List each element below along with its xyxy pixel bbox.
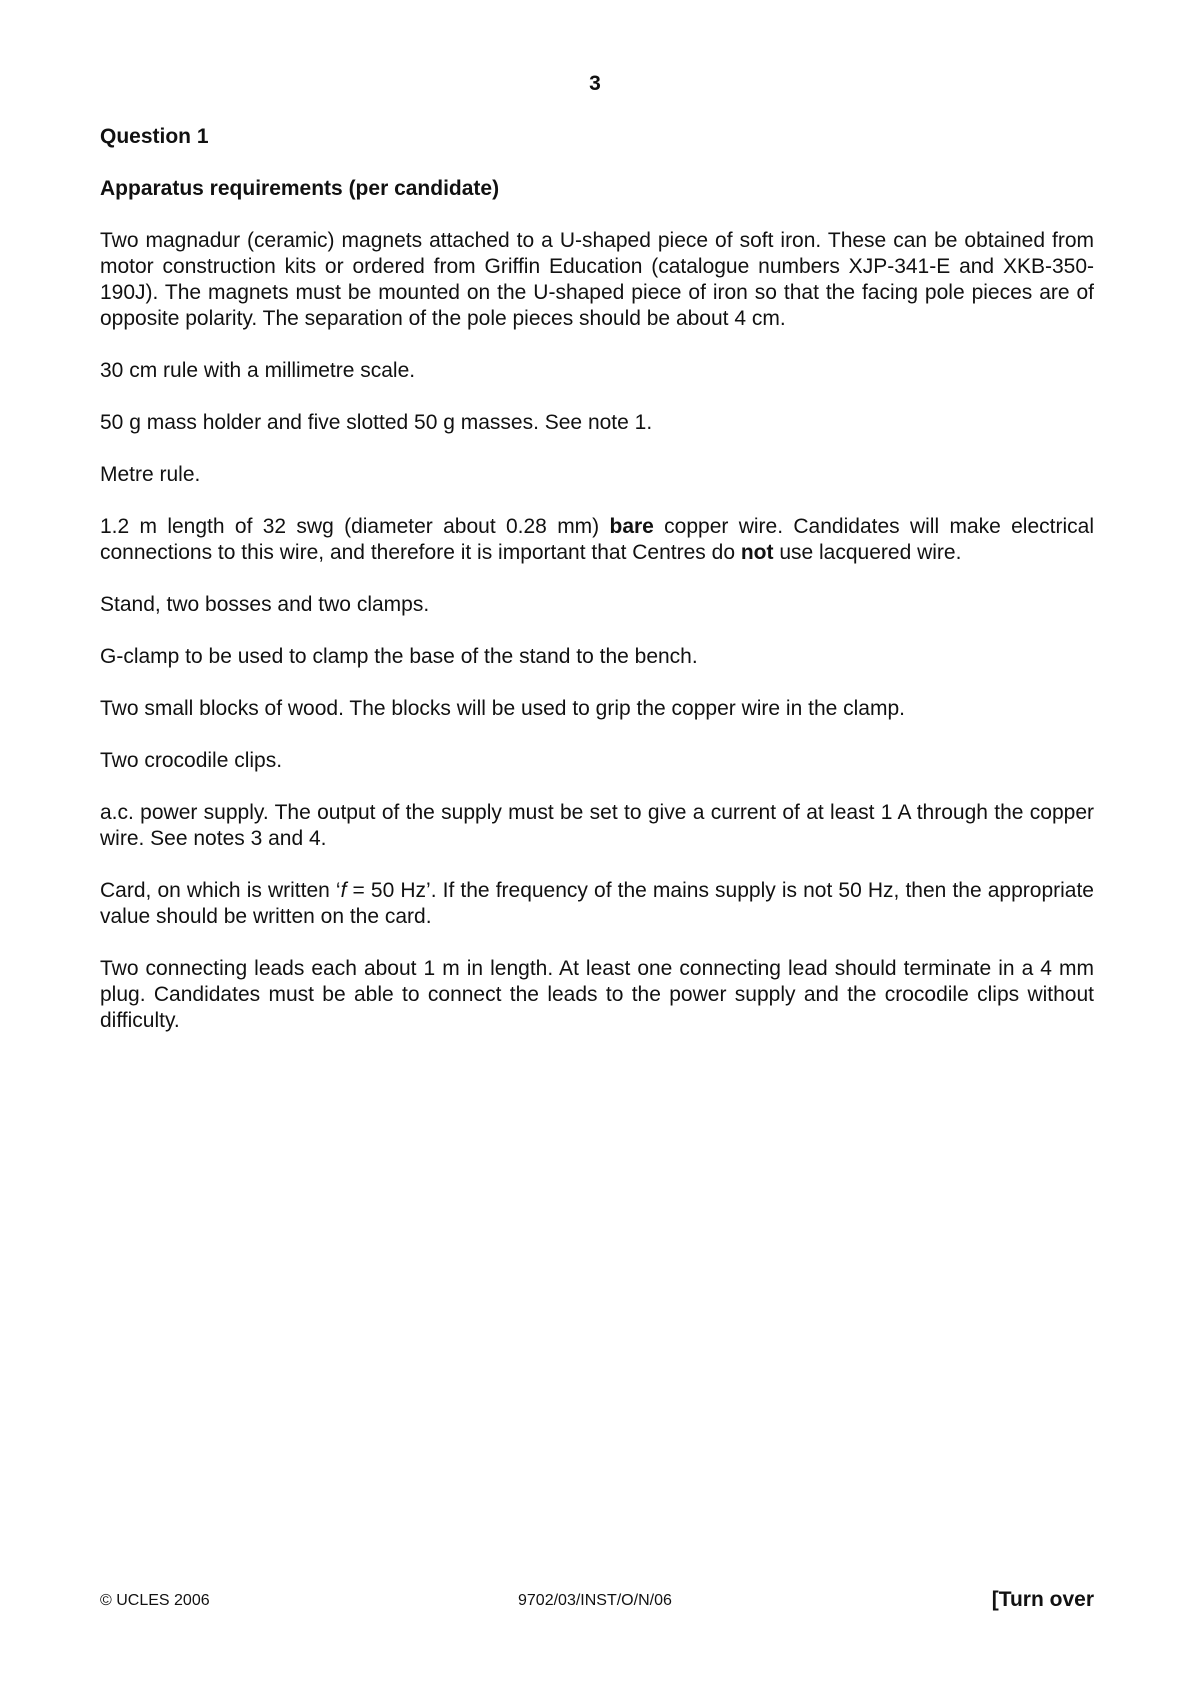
item-card xyxy=(100,878,1094,930)
footer-copyright: © UCLES 2006 xyxy=(100,1592,210,1609)
item-wood-blocks: Two small blocks of wood. The blocks will be used to grip the copper wire in the clamp. xyxy=(100,697,905,720)
item-magnets: Two magnadur (ceramic) magnets attached to a U-shaped piece of soft iron. These can be obtained from motor construction kits or ordered from Griffin Education (catalogue numbers XJP-341-E and XKB-350-190J). The magnets must be mounted on the U-shaped piece of iron so that the facing pole pieces are of opposite polarity. The separation of the pole pieces should be about 4 cm. xyxy=(100,229,1094,330)
item-power-supply: a.c. power supply. The output of the supply must be set to give a current of at least 1 A through the copper wire. See notes 3 and 4. xyxy=(100,801,1094,850)
card-text-1: Card, on which is written ‘ xyxy=(100,879,341,902)
item-metre-rule: Metre rule. xyxy=(100,463,201,486)
wire-text-3: use lacquered wire. xyxy=(773,541,962,564)
question-title: Question 1 xyxy=(100,125,209,148)
card-text-2: = 50 Hz’. If the frequency of the mains supply is not 50 Hz, then the appropriate value should be written on the card. xyxy=(100,879,1094,928)
item-crocodile-clips: Two crocodile clips. xyxy=(100,749,283,772)
item-masses: 50 g mass holder and five slotted 50 g masses. See note 1. xyxy=(100,411,653,434)
item-connecting-leads: Two connecting leads each about 1 m in length. At least one connecting lead should terminate in a 4 mm plug. Candidates must be able to connect the leads to the power supply and the crocodile clips without difficulty. xyxy=(100,957,1094,1032)
wire-bold-not: not xyxy=(740,541,774,564)
wire-bold-bare: bare xyxy=(609,515,654,538)
page-footer xyxy=(100,1588,1094,1618)
document-body xyxy=(100,124,1094,1060)
card-italic-f: f xyxy=(340,879,347,902)
item-g-clamp: G-clamp to be used to clamp the base of the stand to the bench. xyxy=(100,645,698,668)
item-copper-wire xyxy=(100,514,1094,566)
wire-text-1: 1.2 m length of 32 swg (diameter about 0.28 mm) xyxy=(100,515,610,538)
page-number: 3 xyxy=(589,72,601,95)
wire-text-2: copper wire. Candidates will make electrical connections to this wire, and therefore it is important that Centres do xyxy=(100,515,1094,564)
apparatus-heading: Apparatus requirements (per candidate) xyxy=(100,177,500,200)
item-30cm-rule: 30 cm rule with a millimetre scale. xyxy=(100,359,416,382)
item-stand: Stand, two bosses and two clamps. xyxy=(100,593,430,616)
footer-paper-code: 9702/03/INST/O/N/06 xyxy=(518,1592,672,1609)
footer-turn-over: [Turn over xyxy=(991,1588,1094,1611)
